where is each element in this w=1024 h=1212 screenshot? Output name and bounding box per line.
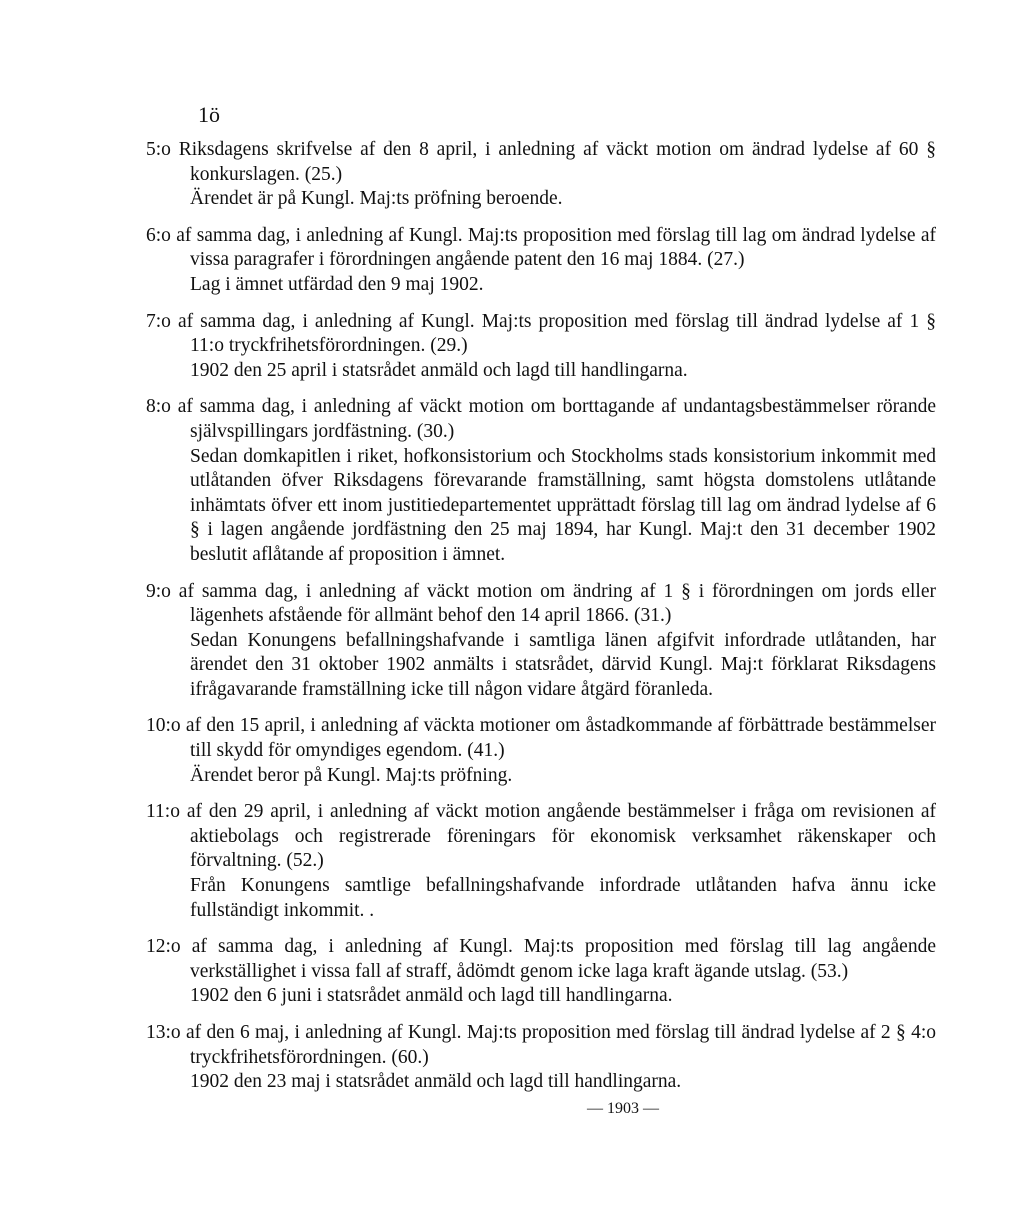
entry	[146, 714, 936, 788]
entry	[146, 935, 936, 1009]
entry	[146, 224, 936, 298]
entry	[146, 580, 936, 703]
decision-text: 1902 den 6 juni i statsrådet anmäld och lagd till handlingarna.	[190, 985, 673, 1007]
decision-text: Sedan domkapitlen i riket, hofkonsistorium och Stockholms stads konsistorium inkommit med utlåtanden öfver Riksdagens förevarande framställning, samt högsta domstolens utlåtande inhämtats öfver ett inom justitiedepartementet upprättadt förslag till lag om ändrad lydelse af 6 § i lagen angående jordfästning den 25 maj 1894, har Kungl. Maj:t den 31 december 1902 beslutit aflåtande af proposition i ämnet.	[190, 445, 936, 565]
motion-text: 9:o af samma dag, i anledning af väckt motion om ändring af 1 § i förordningen om jords eller lägenhets afstående för allmänt behof den 14 april 1866. (31.)	[146, 580, 936, 627]
motion-text: 12:o af samma dag, i anledning af Kungl. Maj:ts proposition med förslag till lag angående verkställighet i vissa fall af straff, ådömdt genom icke laga kraft ägande utslag. (53.)	[146, 936, 936, 982]
decision-text: Ärendet beror på Kungl. Maj:ts pröfning.	[190, 764, 513, 786]
decision-text: 1902 den 23 maj i statsrådet anmäld och lagd till handlingarna.	[190, 1071, 682, 1093]
entry	[146, 395, 936, 567]
entry	[146, 138, 936, 212]
motion-text: 10:o af den 15 april, i anledning af väckta motioner om åstadkommande af förbättrade bestämmelser till skydd för omyndiges egendom. (41.)	[146, 715, 936, 762]
decision-text: Sedan Konungens befallningshafvande i samtliga länen afgifvit infordrade utlåtanden, har ärendet den 31 oktober 1902 anmälts i statsrådet, därvid Kungl. Maj:t förklarat Riksdagens ifrågavarande framställning icke till någon vidare åtgärd föranleda.	[190, 629, 936, 700]
motion-text: 13:o af den 6 maj, i anledning af Kungl. Maj:ts proposition med förslag till ändrad lydelse af 2 § 4:o tryckfrihetsförordningen. (60.)	[146, 1022, 936, 1068]
motion-text: 8:o af samma dag, i anledning af väckt motion om borttagande af undantagsbestämmelser rörande självspillingars jordfästning. (30.)	[146, 396, 936, 442]
decision-text: Från Konungens samtlige befallningshafvande infordrade utlåtanden hafva ännu icke fullständigt inkommit. .	[190, 875, 936, 921]
document-body	[146, 138, 936, 1121]
motion-text: 7:o af samma dag, i anledning af Kungl. Maj:ts proposition med förslag till ändrad lydelse af 1 § 11:o tryckfrihetsförordningen. (29.)	[146, 310, 936, 357]
motion-text: 11:o af den 29 april, i anledning af väckt motion angående bestämmelser i fråga om revisionen af aktiebolags och registrerade föreningars för ekonomisk verksamhet räkenskaper och förvaltning. (52.)	[146, 801, 936, 872]
entry	[146, 1021, 936, 1095]
decision-text: 1902 den 25 april i statsrådet anmäld och lagd till handlingarna.	[190, 359, 688, 381]
decision-text: Lag i ämnet utfärdad den 9 maj 1902.	[190, 273, 484, 295]
entry	[146, 800, 936, 923]
motion-text: 5:o Riksdagens skrifvelse af den 8 april, i anledning af väckt motion om ändrad lydelse af 60 § konkurslagen. (25.)	[146, 139, 936, 185]
decision-text: Ärendet är på Kungl. Maj:ts pröfning beroende.	[190, 188, 563, 210]
page-number: 1ö	[198, 102, 220, 127]
catchword-footer: — 1903 —	[587, 1099, 659, 1117]
motion-text: 6:o af samma dag, i anledning af Kungl. Maj:ts proposition med förslag till lag om ändrad lydelse af vissa paragrafer i förordningen angående patent den 16 maj 1884. (27.)	[146, 224, 936, 271]
entry	[146, 310, 936, 384]
